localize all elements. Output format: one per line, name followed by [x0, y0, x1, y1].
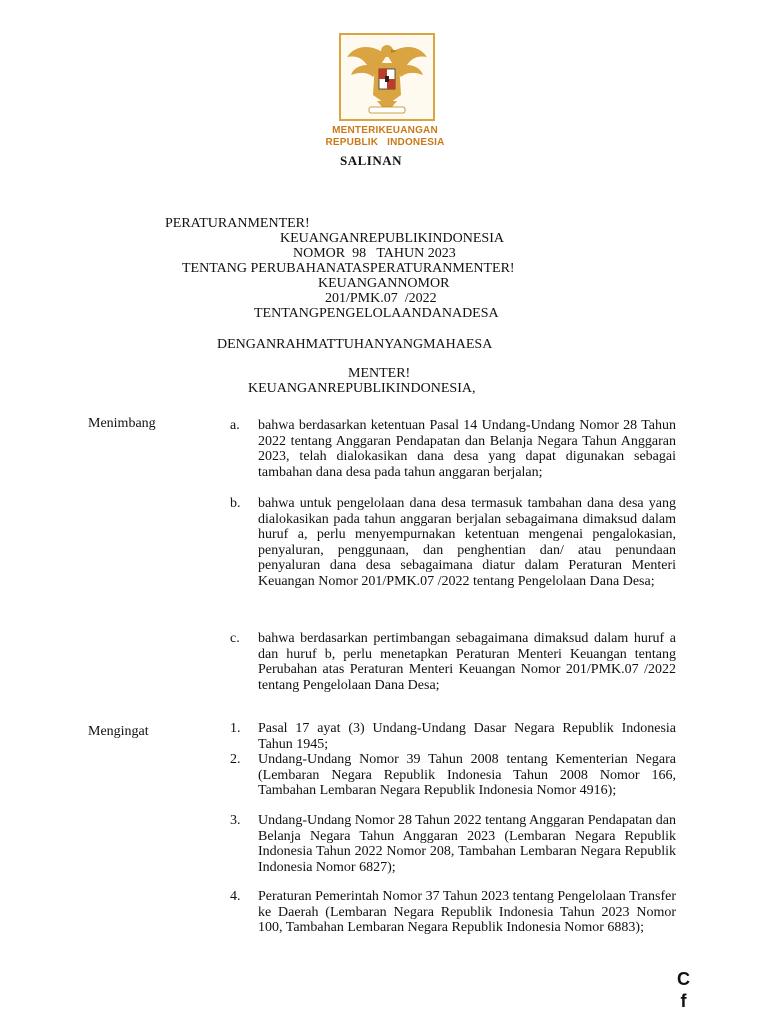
list-marker: 4. — [230, 889, 241, 904]
garuda-emblem-icon — [339, 33, 435, 121]
title-line4: TENTANG PERUBAHANATASPERATURANMENTER! — [182, 261, 515, 276]
preamble-line2: MENTER! — [348, 366, 411, 381]
menimbang-item-b — [230, 496, 676, 590]
menimbang-item-c — [230, 631, 676, 693]
list-marker: 1. — [230, 721, 241, 736]
mengingat-item-4 — [230, 889, 676, 936]
list-item-text: bahwa berdasarkan pertimbangan sebagaimana dimaksud dalam huruf a dan huruf b, perlu menetapkan Peraturan Menteri Keuangan tentang Perubahan atas Peraturan Menteri Keuangan Nomor 201/PMK.07 /2022 tentang Pengelolaan Dana Desa; — [258, 631, 676, 693]
list-item-text: bahwa berdasarkan ketentuan Pasal 14 Undang-Undang Nomor 28 Tahun 2022 tentang Anggaran Pendapatan dan Belanja Negara Tahun Anggaran 2023, telah dialokasikan dana desa yang dapat digunakan sebagai tambahan dana desa pada tahun anggaran berjalan; — [258, 418, 676, 480]
title-line1: PERATURANMENTER! — [165, 216, 310, 231]
preamble-line1: DENGANRAHMATTUHANYANGMAHAESA — [217, 337, 493, 352]
mengingat-item-2 — [230, 752, 676, 799]
menimbang-label: Menimbang — [88, 416, 156, 431]
list-marker: 2. — [230, 752, 241, 767]
list-marker: c. — [230, 631, 240, 646]
menimbang-item-a — [230, 418, 676, 480]
list-marker: 3. — [230, 813, 241, 828]
mengingat-item-3 — [230, 813, 676, 875]
title-line3: NOMOR 98 TAHUN 2023 — [293, 246, 456, 261]
salinan-label: SALINAN — [340, 153, 403, 168]
ministry-name-line2: REPUBLIK INDONESIA — [325, 137, 445, 148]
list-item-text: Peraturan Pemerintah Nomor 37 Tahun 2023 tentang Pengelolaan Transfer ke Daerah (Lembaran Negara Republik Indonesia Tahun 2023 Nomor 100, Tambahan Lembaran Negara Republik Indonesia Nomor 6883); — [258, 889, 676, 936]
title-line7: TENTANGPENGELOLAANDANADESA — [254, 306, 499, 321]
title-line6: 201/PMK.07 /2022 — [325, 291, 437, 306]
title-line5: KEUANGANNOMOR — [318, 276, 450, 291]
list-marker: a. — [230, 418, 240, 433]
list-item-text: bahwa untuk pengelolaan dana desa termasuk tambahan dana desa yang dialokasikan pada tahun anggaran berjalan sebagaimana dimaksud dalam huruf a, perlu menyempurnakan ketentuan mengenai pengalokasian, penyaluran, penggunaan, dan penghentian dan/ atau penundaan penyaluran dana desa sebagaimana diatur dalam Peraturan Menteri Keuangan Nomor 201/PMK.07 /2022 tentang Pengelolaan Dana Desa; — [258, 496, 676, 589]
mengingat-label: Mengingat — [88, 724, 149, 739]
ministry-name-line1: MENTERIKEUANGAN — [332, 125, 438, 136]
mengingat-item-1 — [230, 721, 676, 752]
list-item-text: Pasal 17 ayat (3) Undang-Undang Dasar Negara Republik Indonesia Tahun 1945; — [258, 721, 676, 752]
corner-mark-line1: C — [677, 969, 690, 989]
preamble-line3: KEUANGANREPUBLIKINDONESIA, — [248, 381, 476, 396]
list-item-text: Undang-Undang Nomor 28 Tahun 2022 tentang Anggaran Pendapatan dan Belanja Negara Tahun Anggaran 2023 (Lembaran Negara Republik Indonesia Tahun 2022 Nomor 208, Tambahan Lembaran Negara Republik Indonesia Nomor 6827); — [258, 813, 676, 875]
list-marker: b. — [230, 496, 241, 511]
corner-mark — [677, 968, 690, 1012]
title-line2: KEUANGANREPUBLIKINDONESIA — [280, 231, 504, 246]
list-item-text: Undang-Undang Nomor 39 Tahun 2008 tentang Kementerian Negara (Lembaran Negara Republik Indonesia Tahun 2008 Nomor 166, Tambahan Lembaran Negara Republik Indonesia Nomor 4916); — [258, 752, 676, 799]
corner-mark-line2: f — [680, 991, 687, 1011]
